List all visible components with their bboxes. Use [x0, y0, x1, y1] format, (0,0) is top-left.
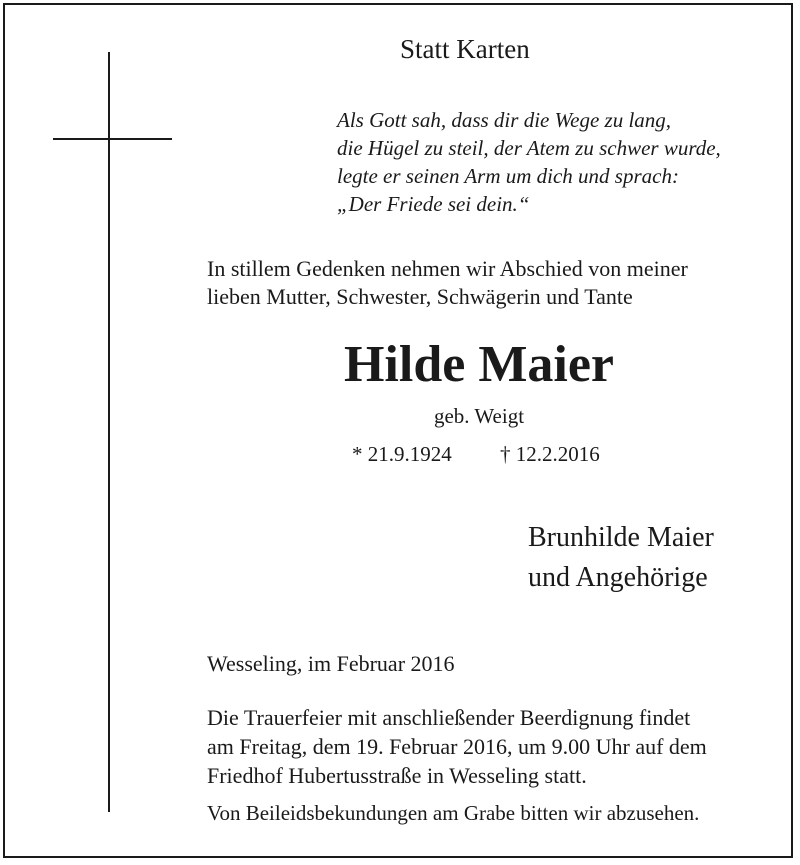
- cross-icon-vertical-bar: [108, 52, 110, 812]
- ceremony-line: Die Trauerfeier mit anschließender Beerdignung findet: [207, 705, 691, 730]
- ceremony-info: [207, 703, 707, 790]
- place-and-date: Wesseling, im Februar 2016: [207, 651, 455, 676]
- poem: [337, 106, 721, 218]
- birth-date: * 21.9.1924: [352, 442, 452, 466]
- ceremony-line: am Freitag, dem 19. Februar 2016, um 9.00 Uhr auf dem: [207, 734, 707, 759]
- mourner-line: Brunhilde Maier: [528, 522, 714, 553]
- mourner-line: und Angehörige: [528, 562, 708, 593]
- poem-line: die Hügel zu steil, der Atem zu schwer wurde,: [337, 136, 721, 160]
- ceremony-line: Friedhof Hubertusstraße in Wesseling statt.: [207, 763, 587, 788]
- closing-note: Von Beileidsbekundungen am Grabe bitten wir abzusehen.: [207, 801, 700, 825]
- poem-line: Als Gott sah, dass dir die Wege zu lang,: [337, 108, 672, 132]
- cross-icon-horizontal-bar: [53, 138, 172, 140]
- maiden-name: geb. Weigt: [433, 404, 525, 428]
- death-date: † 12.2.2016: [500, 442, 600, 466]
- intro-line: In stillem Gedenken nehmen wir Abschied von meiner: [207, 256, 688, 281]
- poem-line: legte er seinen Arm um dich und sprach:: [337, 164, 679, 188]
- notice-heading: Statt Karten: [400, 34, 530, 64]
- poem-line: „Der Friede sei dein.“: [337, 192, 530, 216]
- intro-text: [207, 255, 688, 311]
- mourners: [528, 518, 714, 598]
- deceased-name: Hilde Maier: [343, 336, 615, 393]
- intro-line: lieben Mutter, Schwester, Schwägerin und Tante: [207, 284, 633, 309]
